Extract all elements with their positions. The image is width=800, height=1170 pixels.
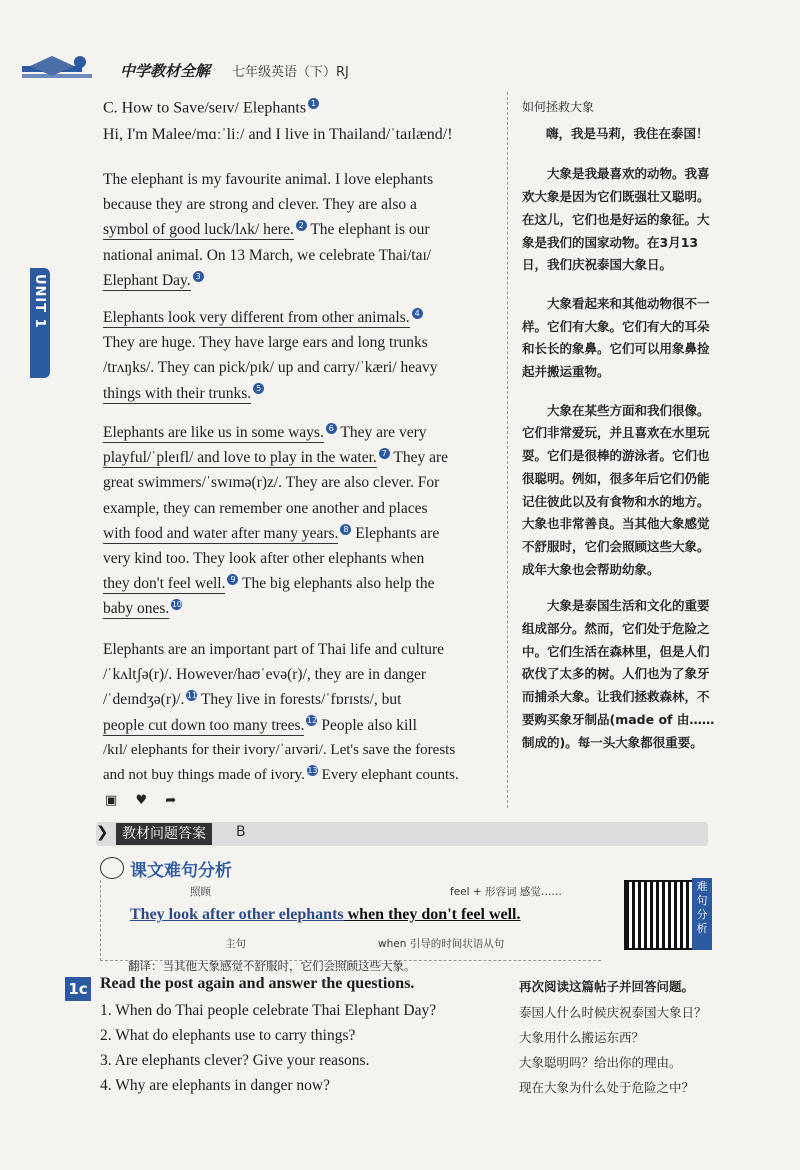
analysis-translation: 翻译：当其他大象感觉不舒服时，它们会照顾这些大象。 [128,959,416,973]
footnote-marker: 12 [306,716,318,726]
main-clause: They look after other elephants [130,906,344,923]
footnote-marker: 4 [412,308,423,319]
publisher-logo-icon [22,52,102,88]
annotation-feel: feel + 形容词 感觉…… [450,886,562,898]
text-span: They live in forests/ˈfɒrɪsts/, but [197,691,402,709]
section-title-text: C. How to Save/seɪv/ Elephants [103,99,307,117]
unit-tab-label: UNIT 1 [32,274,47,329]
text-line: /ˈkʌltʃə(r)/. However/haʊˈevə(r)/, they are in danger [103,666,427,684]
analysis-sentence [130,906,521,924]
footnote-marker: 3 [193,271,204,282]
text-line [103,420,488,445]
share-icon[interactable]: ➦ [165,793,177,808]
text-line [103,687,488,712]
text-line [103,445,488,470]
text-span: /ˈdeɪndʒə(r)/. [103,691,185,709]
banner-letter: B [236,824,246,840]
text-line [103,596,488,621]
underlined-text: they don't feel well. [103,575,226,593]
question-item: 2. What do elephants use to carry things? [100,1027,356,1044]
subordinate-clause: when they don't feel well. [343,906,521,923]
paragraph-2 [103,305,488,406]
speech-bubble-icon [100,857,124,879]
underlined-text: Elephants are like us in some ways. [103,424,324,441]
translation-paragraph: 大象是我最喜欢的动物。我喜欢大象是因为它们既强壮又聪明。在这儿，它们也是好运的象征。大象是我们的国家动物。在3月13日，我们庆祝泰国大象日。 [522,166,710,273]
question-item: 1. When do Thai people celebrate Thai Elephant Day? [100,1002,437,1019]
translation-title: 如何拯救大象 [522,100,595,114]
footnote-marker: 8 [340,524,351,535]
book-title: 中学教材全解 [120,62,211,80]
text-line [103,763,488,788]
translation-paragraph: 大象看起来和其他动物很不一样。它们有大象。它们有大的耳朵和长长的象鼻。它们可以用象鼻捡起并搬运重物。 [522,295,710,380]
intro-line: Hi, I'm Malee/mɑːˈliː/ and I live in Thailand/ˈtaɪlænd/! [103,126,453,143]
text-line [103,305,488,330]
underlined-text: Elephant Day. [103,271,191,289]
text-line [103,381,488,406]
text-line [103,217,488,242]
footnote-marker: 5 [253,383,264,394]
text-line: national animal. On 13 March, we celebrate Thai/taɪ/ [103,246,432,264]
question-item: 3. Are elephants clever? Give your reasons. [100,1052,370,1069]
question-item-zh: 大象聪明吗？给出你的理由。 [519,1055,682,1070]
chat-icon[interactable]: ▣ [105,793,118,808]
section-title [103,98,319,117]
underlined-text: Elephants look very different from other animals. [103,309,410,326]
underlined-text: things with their trunks. [103,384,252,402]
annotation-care: 照顾 [190,886,211,898]
paragraph-3 [103,420,488,622]
text-line: /trʌŋks/. They can pick/pɪk/ up and carry/ˈkæri/ heavy [103,359,438,377]
footnote-marker: 13 [307,766,318,776]
paragraph-1 [103,167,488,293]
task-instruction: Read the post again and answer the questions. [100,975,415,992]
underlined-text: symbol of good luck/lʌk/ here. [103,221,294,239]
analysis-title: 课文难句分析 [130,861,232,881]
text-line: because they are strong and clever. They are also a [103,196,417,214]
text-line: Elephants are an important part of Thai life and culture [103,641,445,658]
text-line: example, they can remember one another and places [103,499,428,517]
annotation-subject: 主句 [225,938,246,950]
underlined-text: people cut down too many trees. [103,716,305,734]
text-line [103,571,488,596]
footnote-marker: 10 [171,600,182,610]
unit-tab [30,268,50,378]
text-line [103,268,488,293]
text-line: great swimmers/ˈswɪmə(r)z/. They are also clever. For [103,474,440,492]
chevron-right-icon: ❯ [96,823,109,841]
footnote-marker: 11 [186,691,197,701]
annotation-clause: when 引导的时间状语从句 [378,938,505,950]
footnote-marker: 1 [308,98,319,109]
banner-label: 教材问题答案 [116,823,212,845]
text-span: Elephants are [351,524,440,542]
translation-paragraph: 大象是泰国生活和文化的重要组成部分。然而，它们处于危险之中。它们生活在森林里，但是人们砍伐了太多的树。人们也为了象牙而捕杀大象。让我们拯救森林，不要购买象牙制品(made of 由……制成的)。每一头大象都很重要。 [522,598,715,750]
question-item-zh: 大象用什么搬运东西？ [519,1030,645,1045]
text-span: The elephant is our [306,221,430,239]
question-item-zh: 泰国人什么时候庆祝泰国大象日？ [519,1005,707,1020]
task-badge: 1c [65,977,91,1001]
qr-tag: 难句分析 [692,878,712,950]
text-line: very kind too. They look after other elephants when [103,550,425,568]
question-item: 4. Why are elephants in danger now? [100,1077,330,1094]
text-line: They are huge. They have large ears and long trunks [103,334,428,352]
footnote-marker: 2 [296,220,307,231]
underlined-text: playful/ˈpleɪfl/ and love to play in the water. [103,449,377,467]
translation-intro: 嗨，我是马莉，我住在泰国！ [546,125,709,141]
underlined-text: baby ones. [103,600,170,618]
text-span: People also kill [317,716,417,734]
text-line: /kɪl/ elephants for their ivory/ˈaɪvəri/. Let's save the forests [103,741,456,758]
book-subtitle: 七年级英语（下）RJ [232,65,349,80]
underlined-text: with food and water after many years. [103,524,339,542]
text-line [103,713,488,738]
qr-code-icon[interactable] [624,880,694,950]
translation-column [522,96,717,754]
text-line [103,521,488,546]
translation-paragraph: 大象在某些方面和我们很像。它们非常爱玩，并且喜欢在水里玩耍。它们是很棒的游泳者。它们也很聪明。例如，很多年后它们仍能记住彼此以及有食物和水的地方。大象也非常善良。当其他大象感觉不舒服时，它们会照顾这些大象。成年大象也会帮助幼象。 [522,402,710,577]
text-line: The elephant is my favourite animal. I love elephants [103,171,434,188]
action-icons [105,793,190,808]
text-span: They are very [336,424,427,441]
text-span: Every elephant counts. [317,767,459,784]
heart-icon[interactable]: ♥ [135,793,148,808]
text-span: and not buy things made of ivory. [103,767,305,784]
column-divider [507,92,508,808]
footnote-marker: 6 [326,423,337,434]
paragraph-4 [103,637,488,788]
question-item-zh: 现在大象为什么处于危险之中？ [519,1080,695,1095]
footnote-marker: 9 [227,574,238,585]
task-instruction-zh: 再次阅读这篇帖子并回答问题。 [519,979,695,994]
footnote-marker: 7 [379,448,390,459]
text-span: They are [389,449,449,467]
text-span: The big elephants also help the [238,575,435,593]
